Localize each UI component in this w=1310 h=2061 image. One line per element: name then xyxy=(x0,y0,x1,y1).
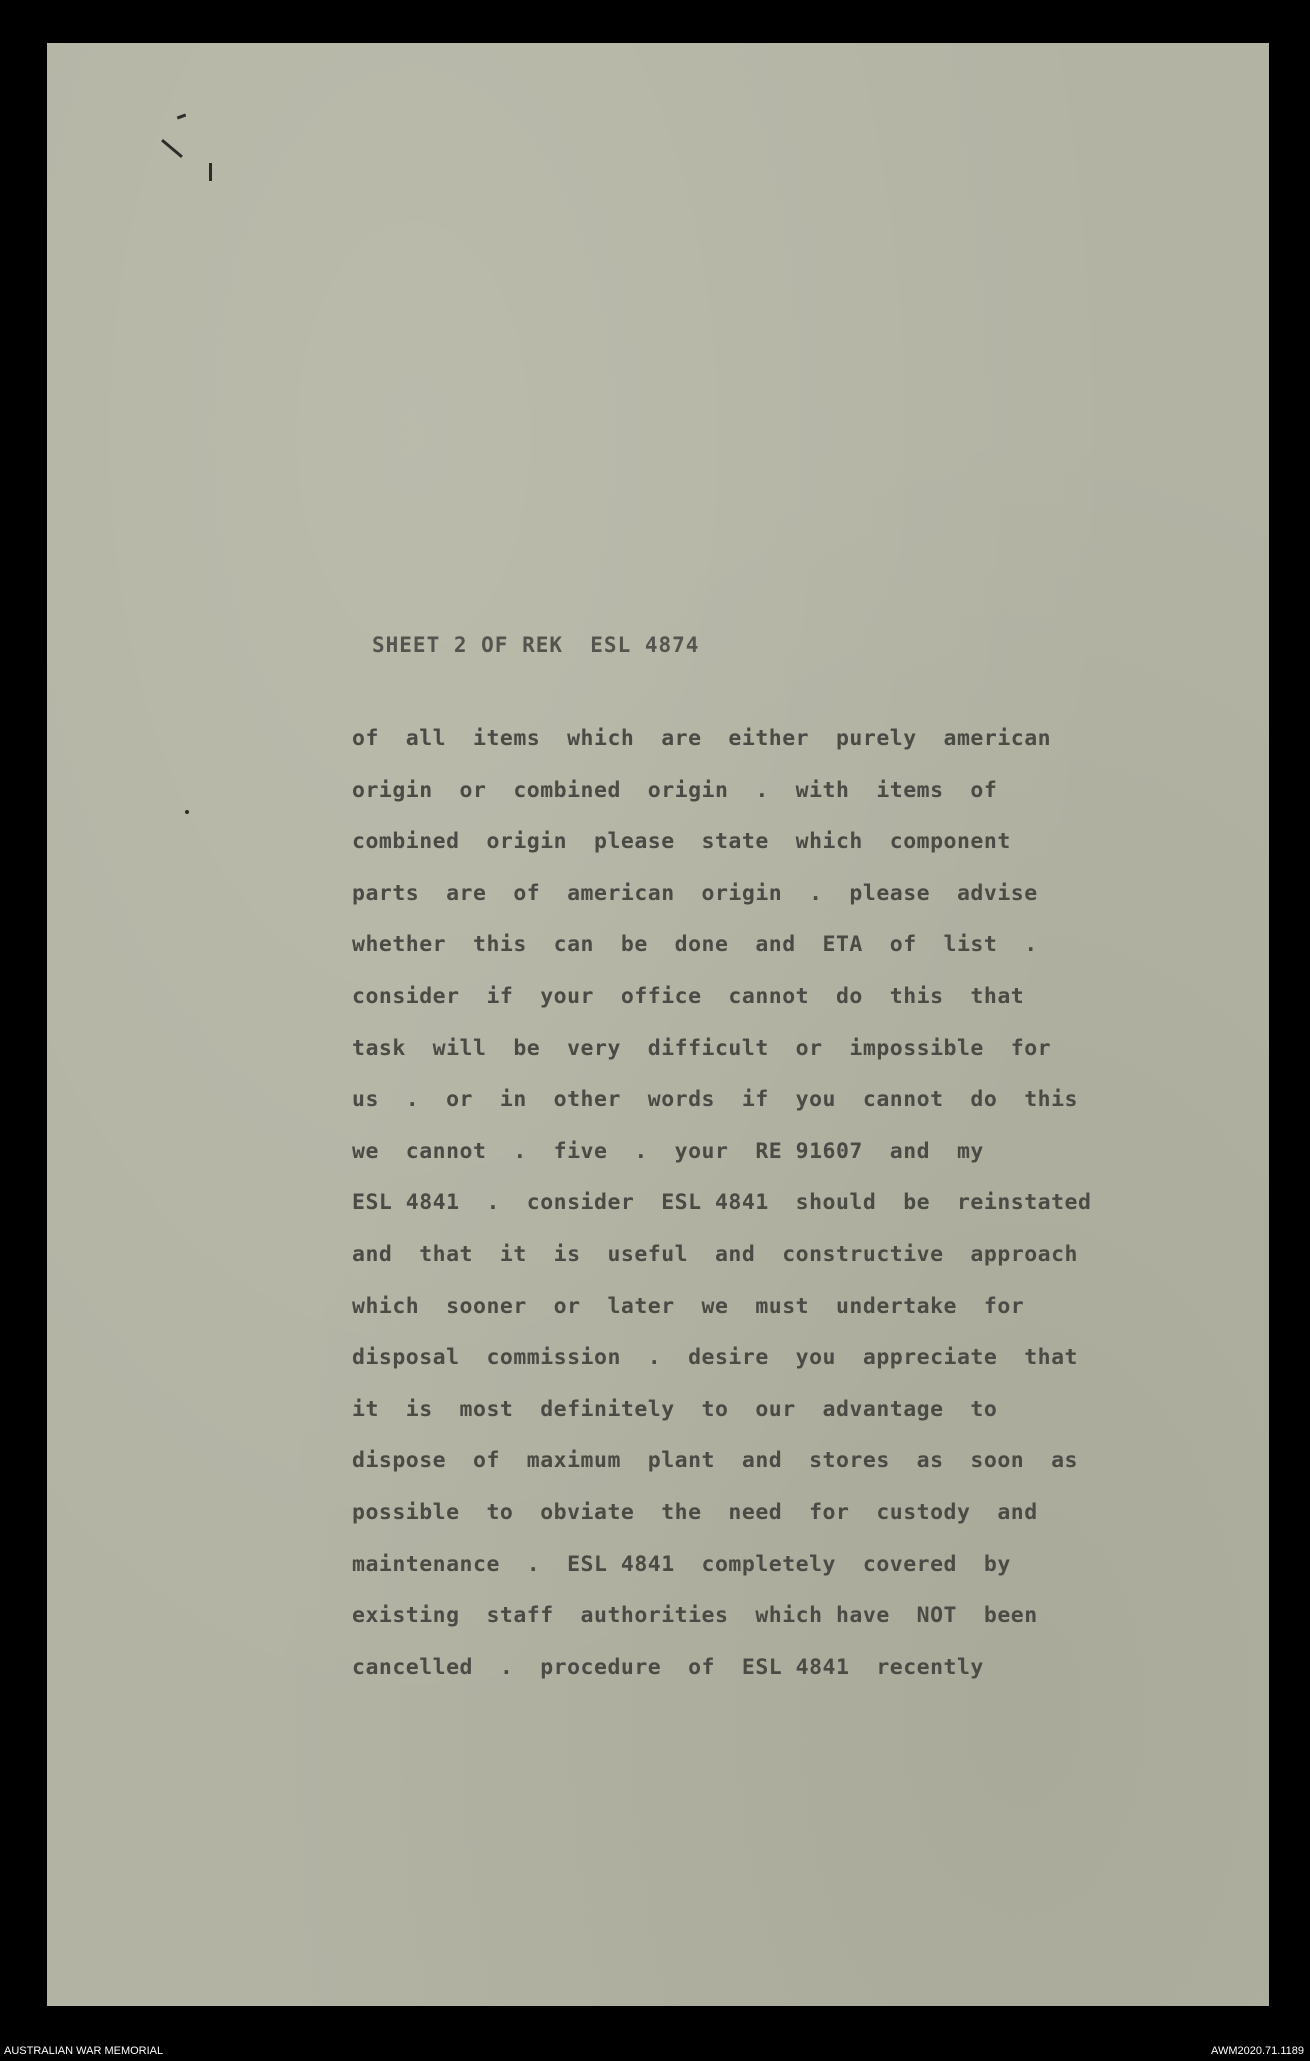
footer-accession-number: AWM2020.71.1189 xyxy=(1211,2045,1304,2057)
text-line: ESL 4841 . consider ESL 4841 should be reinstated xyxy=(352,1190,1092,1216)
footer-institution: AUSTRALIAN WAR MEMORIAL xyxy=(4,2045,164,2057)
text-line: us . or in other words if you cannot do this xyxy=(352,1087,1078,1113)
text-line: maintenance . ESL 4841 completely covered by xyxy=(352,1551,1011,1577)
text-line: cancelled . procedure of ESL 4841 recently xyxy=(352,1654,984,1680)
pen-mark xyxy=(177,114,186,120)
text-line: disposal commission . desire you appreciate that xyxy=(352,1345,1078,1371)
document-sheet xyxy=(47,43,1269,2006)
text-line: existing staff authorities which have NOT been xyxy=(352,1603,1038,1629)
pen-mark xyxy=(185,810,189,814)
text-line: of all items which are either purely american xyxy=(352,726,1052,751)
text-line: consider if your office cannot do this that xyxy=(352,983,1025,1009)
text-line: it is most definitely to our advantage to xyxy=(352,1396,998,1422)
pen-mark xyxy=(209,163,212,181)
text-line: possible to obviate the need for custody and xyxy=(352,1499,1038,1525)
pen-mark xyxy=(161,139,183,158)
text-line: parts are of american origin . please advise xyxy=(352,880,1038,906)
text-line: whether this can be done and ETA of list . xyxy=(352,932,1038,958)
text-line: origin or combined origin . with items of xyxy=(352,777,998,803)
text-line: combined origin please state which component xyxy=(352,829,1011,855)
text-line: we cannot . five . your RE 91607 and my xyxy=(352,1138,984,1164)
sheet-header: SHEET 2 OF REK ESL 4874 xyxy=(372,633,700,657)
text-line: which sooner or later we must undertake for xyxy=(352,1293,1025,1319)
text-line: dispose of maximum plant and stores as soon as xyxy=(352,1448,1078,1474)
body-text xyxy=(352,713,1091,1693)
text-line: and that it is useful and constructive approach xyxy=(352,1241,1078,1267)
text-line: task will be very difficult or impossible for xyxy=(352,1035,1052,1061)
